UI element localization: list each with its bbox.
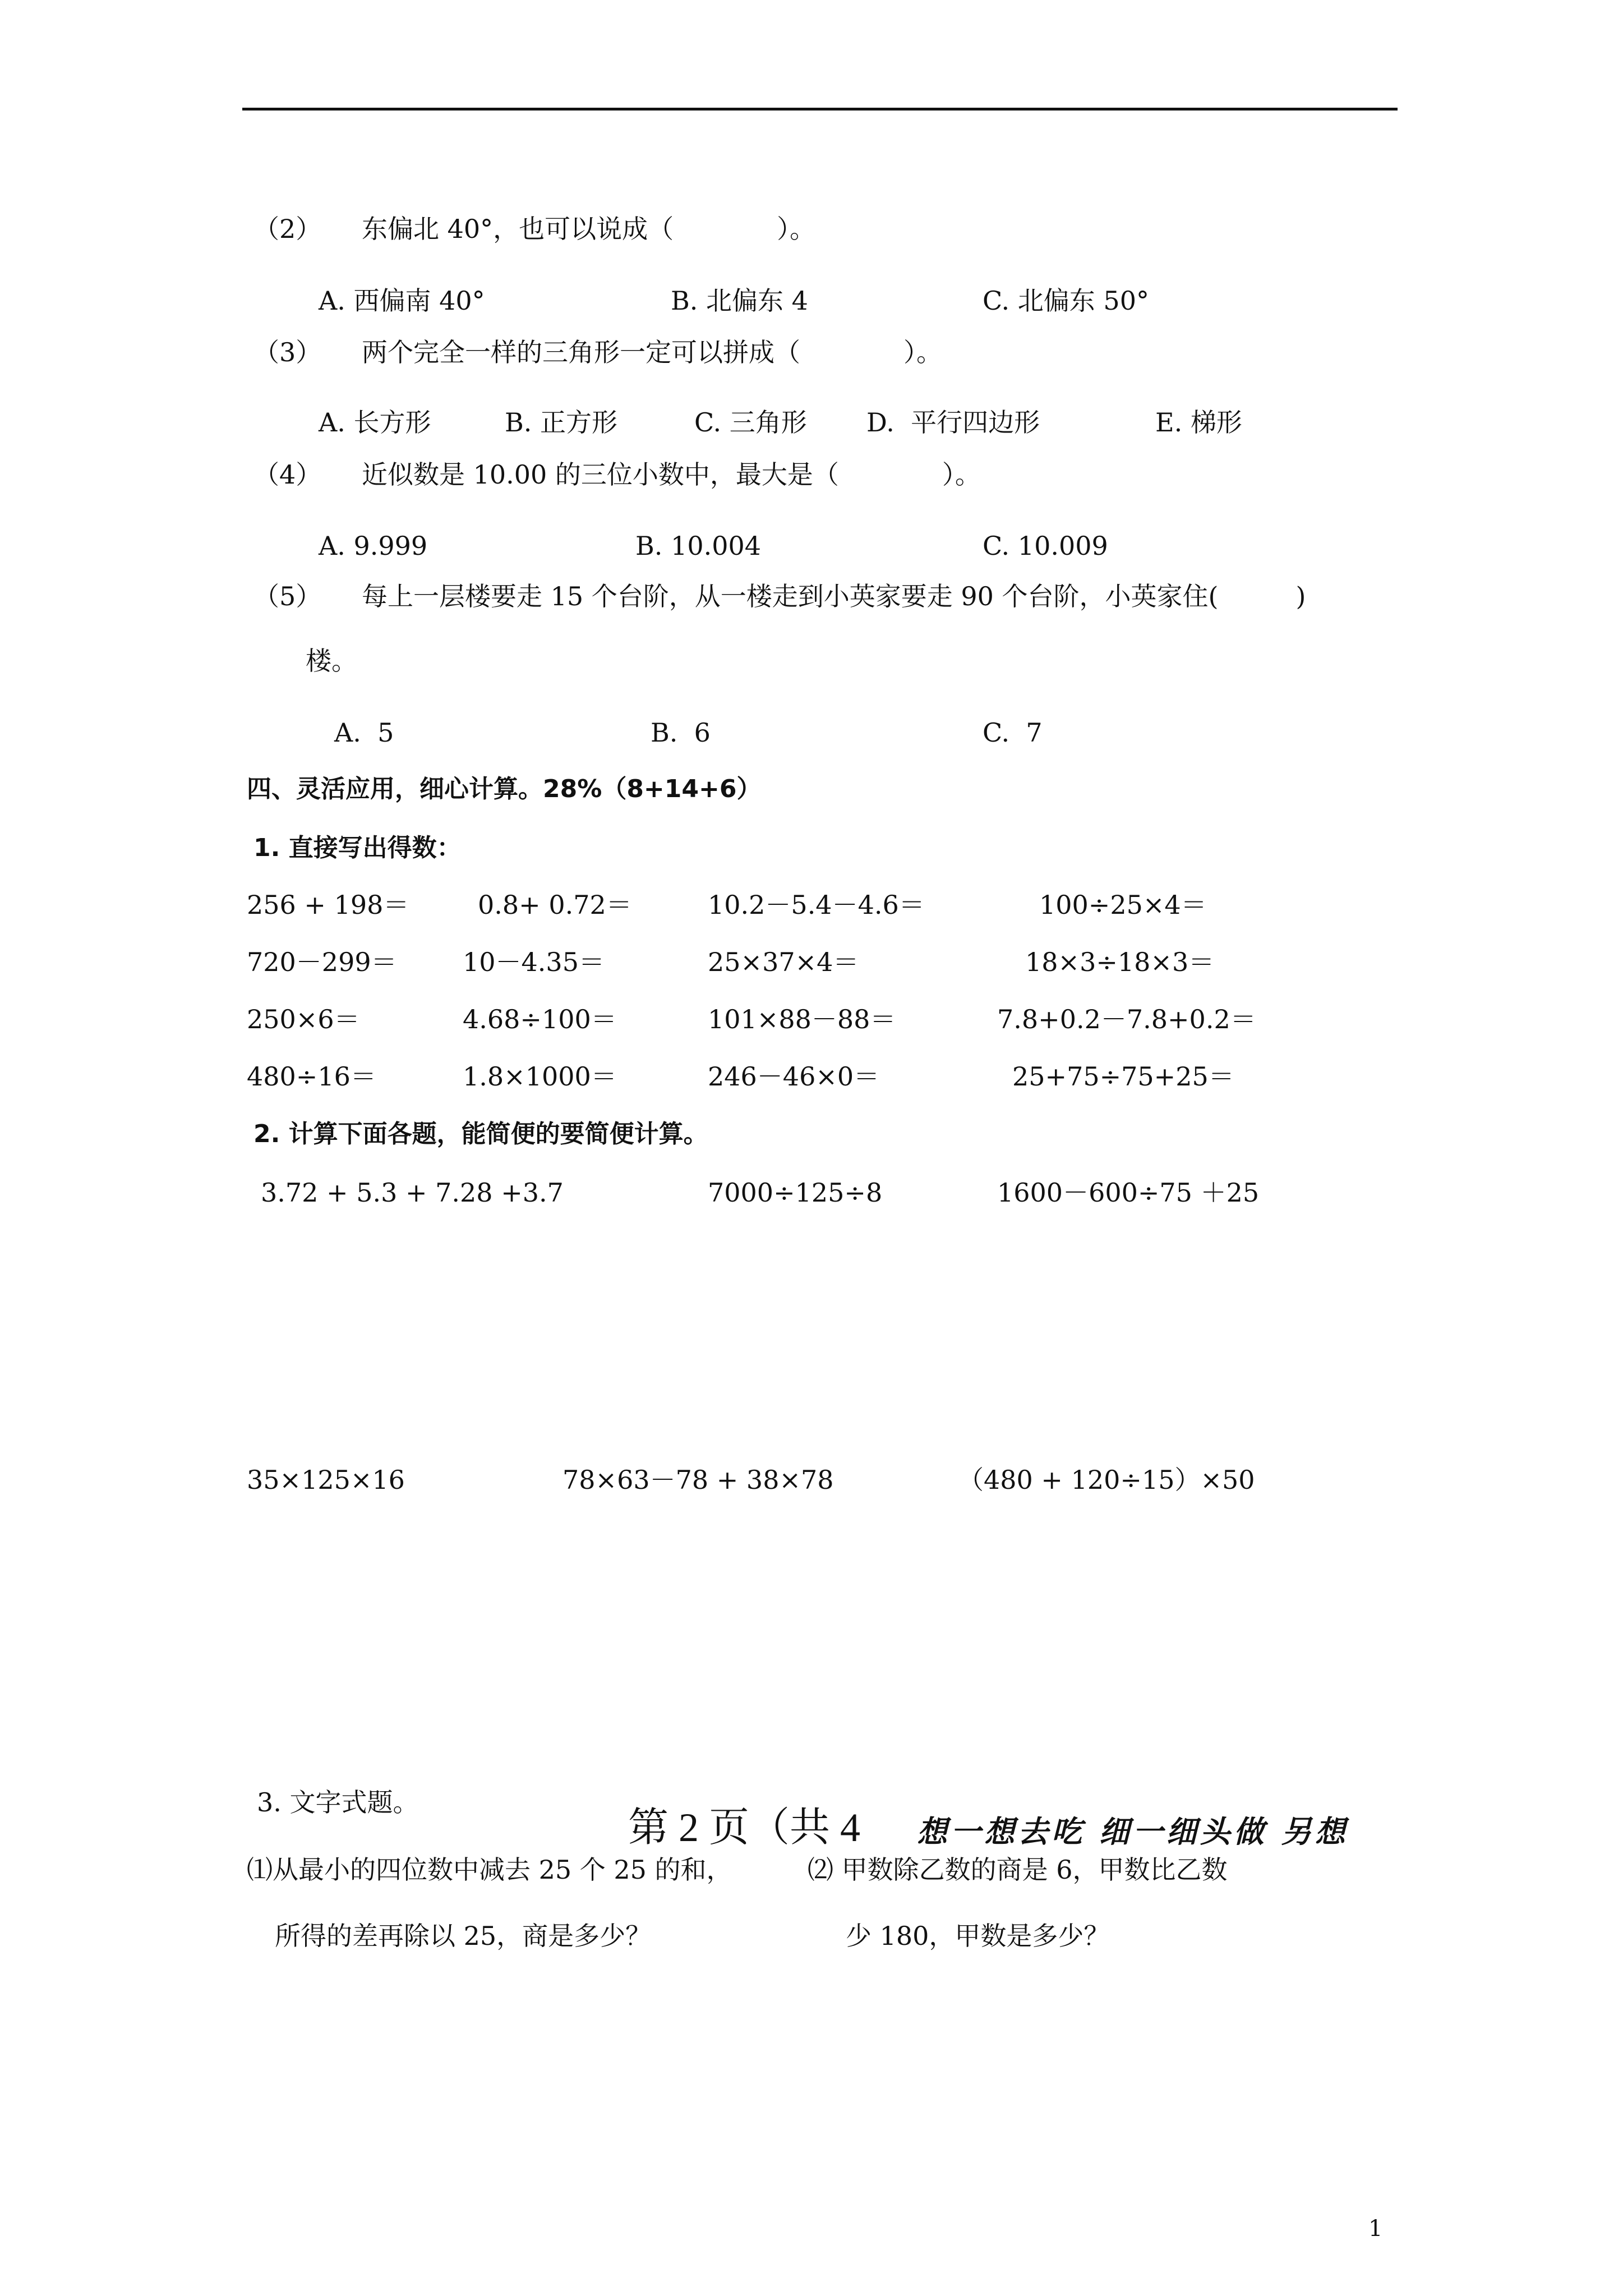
part2-title: 2. 计算下面各题，能简便的要简便计算。 (253, 1120, 708, 1148)
q5-option-a: A. 5 (334, 717, 394, 748)
word-problem-2-line2: 少 180，甲数是多少？ (846, 1921, 1110, 1951)
calc-r4c2: 1.8×1000＝ (463, 1061, 617, 1092)
q2-option-a: A. 西偏南 40° (319, 286, 485, 316)
calc-r1c3: 10.2－5.4－4.6＝ (708, 890, 925, 920)
simplify-6: （480 + 120÷15）×50 (958, 1465, 1255, 1495)
header-rule (242, 108, 1398, 111)
part3-title: 3. 文字式题。 (257, 1787, 419, 1818)
calc-r3c4: 7.8+0.2－7.8+0.2＝ (997, 1004, 1256, 1034)
calc-r3c3: 101×88－88＝ (708, 1004, 896, 1034)
calc-r4c3: 246－46×0＝ (708, 1061, 880, 1092)
q5-option-c: C. 7 (983, 717, 1043, 748)
q2-text: 东偏北 40°，也可以说成（ ）。 (362, 214, 816, 244)
q3-option-c: C. 三角形 (694, 407, 807, 438)
q2-option-b: B. 北偏东 4 (671, 286, 808, 316)
calc-r2c3: 25×37×4＝ (708, 947, 859, 977)
page-footer-motto: 想一想去吃 细一细头做 另想 (917, 1814, 1349, 1849)
page-footer-label: 第 2 页（共 4 (628, 1805, 861, 1850)
word-problem-1-line2: 所得的差再除以 25，商是多少？ (275, 1921, 652, 1951)
calc-r1c2: 0.8+ 0.72＝ (478, 890, 632, 920)
simplify-1: 3.72 + 5.3 + 7.28 +3.7 (261, 1177, 564, 1208)
calc-r4c4: 25+75÷75+25＝ (1012, 1061, 1234, 1092)
q3-option-e: E. 梯形 (1155, 407, 1242, 438)
simplify-3: 1600－600÷75 ＋25 (997, 1177, 1260, 1208)
q5-number: （5） (253, 581, 322, 611)
calc-r2c2: 10－4.35＝ (463, 947, 605, 977)
q5-text: 每上一层楼要走 15 个台阶，从一楼走到小英家要走 90 个台阶，小英家住( ) (362, 581, 1306, 611)
q3-text: 两个完全一样的三角形一定可以拼成（ ）。 (362, 337, 942, 367)
q5-option-b: B. 6 (651, 717, 711, 748)
q3-option-b: B. 正方形 (505, 407, 618, 438)
page-number: 1 (1368, 2216, 1383, 2242)
calc-r3c2: 4.68÷100＝ (463, 1004, 617, 1034)
q3-option-d: D. 平行四边形 (866, 407, 1040, 438)
q3-number: （3） (253, 337, 322, 367)
calc-r2c1: 720－299＝ (247, 947, 397, 977)
word-problem-1-line1: ⑴从最小的四位数中减去 25 个 25 的和， (247, 1855, 732, 1885)
section4-heading: 四、灵活应用，细心计算。28%（8+14+6） (247, 775, 762, 803)
q4-option-c: C. 10.009 (983, 531, 1108, 561)
calc-r4c1: 480÷16＝ (247, 1061, 376, 1092)
q3-option-a: A. 长方形 (319, 407, 431, 438)
part1-title: 1. 直接写出得数： (253, 834, 462, 862)
calc-r3c1: 250×6＝ (247, 1004, 360, 1034)
q4-number: （4） (253, 459, 322, 490)
q2-option-c: C. 北偏东 50° (983, 286, 1149, 316)
q4-option-a: A. 9.999 (319, 531, 428, 561)
simplify-5: 78×63－78 + 38×78 (562, 1465, 834, 1495)
simplify-4: 35×125×16 (247, 1465, 405, 1495)
q2-number: （2） (253, 214, 322, 244)
simplify-2: 7000÷125÷8 (708, 1177, 883, 1208)
calc-r1c1: 256 + 198＝ (247, 890, 409, 920)
word-problem-2-line1: ⑵ 甲数除乙数的商是 6，甲数比乙数 (808, 1855, 1228, 1885)
q5-continuation: 楼。 (306, 646, 357, 676)
q4-option-b: B. 10.004 (635, 531, 762, 561)
calc-r1c4: 100÷25×4＝ (1039, 890, 1207, 920)
q4-text: 近似数是 10.00 的三位小数中，最大是（ ）。 (362, 459, 981, 490)
calc-r2c4: 18×3÷18×3＝ (1025, 947, 1215, 977)
